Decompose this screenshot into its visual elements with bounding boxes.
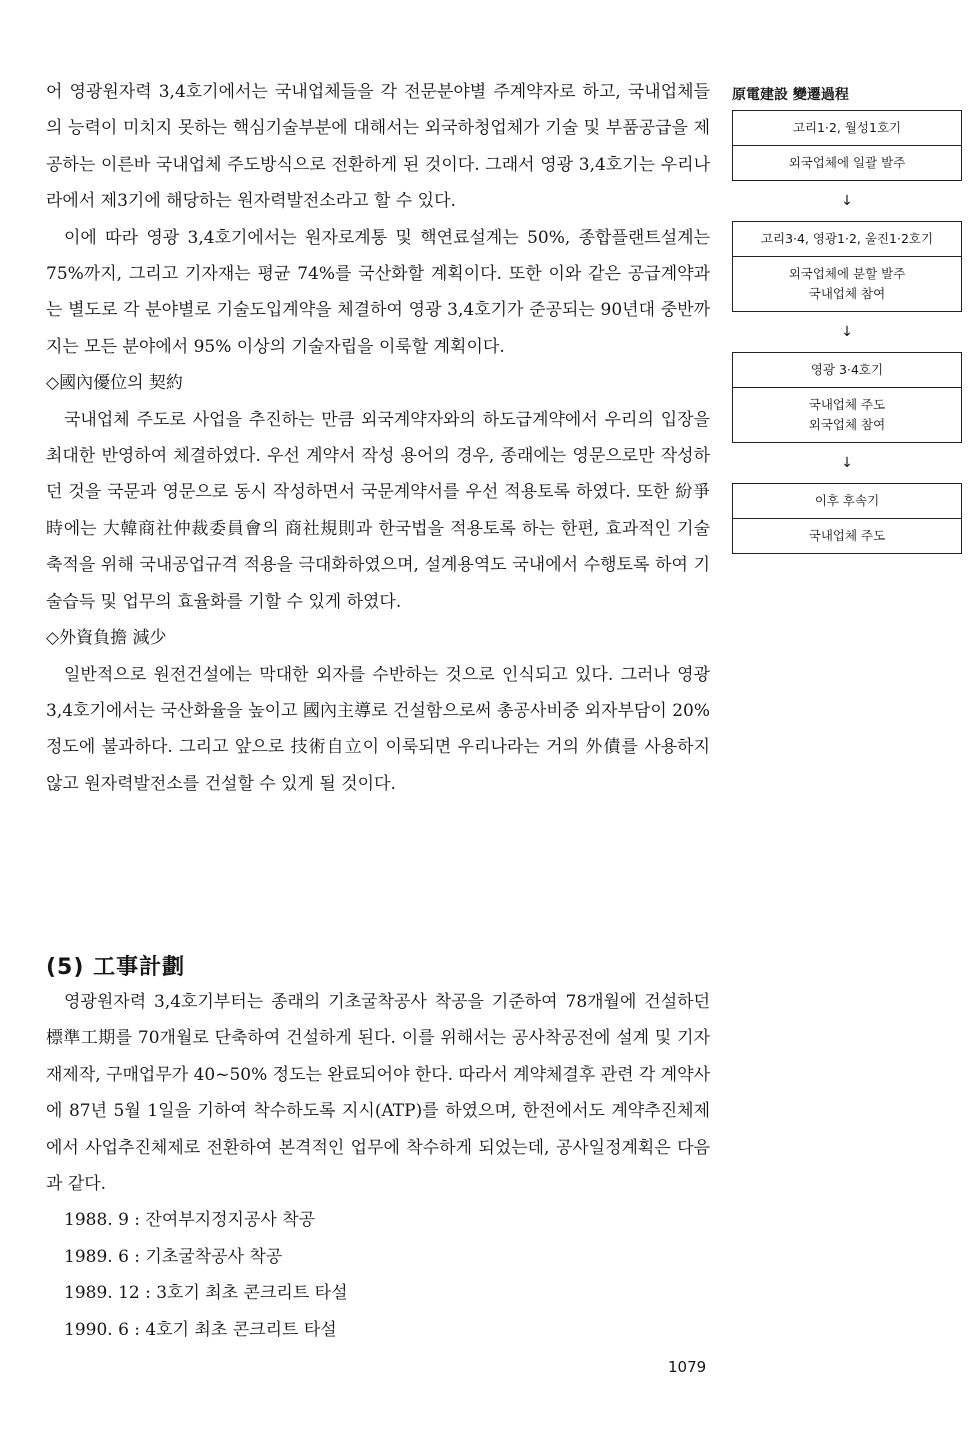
paragraph: 국내업체 주도로 사업을 추진하는 만큼 외국계약자와의 하도급계약에서 우리의 입장을 최대한 반영하여 체결하였다. 우선 계약서 작성 용어의 경우, 종래에는 영문으로만 작성하던 것을 국문과 영문으로 동시 작성하면서 국문계약서를 우선 적용토록 하였다. 또한 紛爭時에는 大韓商社仲裁委員會의 商社規則과 한국법을 적용토록 하는 한편, 효과적인 기술축적을 위해 국내공업규격 적용을 극대화하였으며, 설계용역도 국내에서 수행토록 하여 기술습득 및 업무의 효율화를 기할 수 있게 하였다. [46, 409, 710, 612]
flow-box-header: 고리1·2, 월성1호기 [792, 120, 902, 135]
schedule-item: 1990. 6 : 4호기 최초 콘크리트 타설 [64, 1319, 337, 1340]
flowchart-title: 原電建設 變遷過程 [732, 87, 849, 103]
down-arrow-icon: ↓ [841, 324, 853, 340]
flow-box-line: 외국업체에 일괄 발주 [788, 155, 906, 170]
down-arrow-icon: ↓ [841, 193, 853, 209]
flow-box-body [733, 145, 961, 180]
paragraph: 어 영광원자력 3,4호기에서는 국내업체들을 각 전문분야별 주계약자로 하고, 국내업체들의 능력이 미치지 못하는 핵심기술부분에 대해서는 외국하청업체가 기술 및 부품공급을 제공하는 이른바 국내업체 주도방식으로 전환하게 된 것이다. 그래서 영광 3,4호기는 우리나라에서 제3기에 해당하는 원자력발전소라고 할 수 있다. [46, 82, 710, 212]
flow-box-header: 이후 후속기 [814, 493, 880, 508]
schedule-item: 1988. 9 : 잔여부지정지공사 착공 [64, 1210, 316, 1231]
flow-box [732, 483, 962, 554]
flow-box-line: 국내업체 주도 [808, 397, 886, 412]
flow-box-line: 외국업체 참여 [808, 417, 886, 432]
flow-box-body [733, 387, 961, 442]
schedule-item: 1989. 6 : 기초굴착공사 착공 [64, 1246, 283, 1267]
section-title: (5) 工事計劃 [46, 955, 186, 980]
main-text [46, 74, 710, 802]
flow-box-line: 국내업체 참여 [808, 286, 886, 301]
flow-box-header: 고리3·4, 영광1·2, 울진1·2호기 [760, 231, 934, 246]
section-body [46, 984, 710, 1348]
flow-box-body [733, 256, 961, 311]
transition-flowchart [732, 84, 962, 554]
page-number: 1079 [668, 1358, 707, 1376]
paragraph: 이에 따라 영광 3,4호기에서는 원자로계통 및 핵연료설계는 50%, 종합플랜트설계는 75%까지, 그리고 기자재는 평균 74%를 국산화할 계획이다. 또한 이와 같은 공급계약과는 별도로 각 분야별로 기술도입계약을 체결하여 영광 3,4호기가 준공되는 90년대 중반까지는 모든 분야에서 95% 이상의 기술자립을 이룩할 계획이다. [46, 227, 710, 357]
paragraph: 일반적으로 원전건설에는 막대한 외자를 수반하는 것으로 인식되고 있다. 그러나 영광 3,4호기에서는 국산화율을 높이고 國內主導로 건설함으로써 총공사비중 외자부담이 20%정도에 불과하다. 그리고 앞으로 技術自立이 이룩되면 우리나라는 거의 外債를 사용하지 않고 원자력발전소를 건설할 수 있게 될 것이다. [46, 664, 710, 794]
down-arrow-icon: ↓ [841, 455, 853, 471]
flow-box [732, 352, 962, 443]
schedule-item: 1989. 12 : 3호기 최초 콘크리트 타설 [64, 1283, 348, 1304]
flow-box-line: 외국업체에 분할 발주 [788, 266, 906, 281]
subheading: ◇國內優位의 契約 [46, 373, 183, 394]
flow-box [732, 221, 962, 312]
flow-box [732, 110, 962, 181]
subheading: ◇外資負擔 減少 [46, 628, 167, 649]
flow-box-header: 영광 3·4호기 [810, 362, 884, 377]
flow-box-body [733, 518, 961, 553]
paragraph: 영광원자력 3,4호기부터는 종래의 기초굴착공사 착공을 기준하여 78개월에 건설하던 標準工期를 70개월로 단축하여 건설하게 된다. 이를 위해서는 공사착공전에 설계 및 기자재제작, 구매업무가 40~50% 정도는 완료되어야 한다. 따라서 계약체결후 관련 각 계약사에 87년 5월 1일을 기하여 착수하도록 지시(ATP)를 하였으며, 한전에서도 계약추진체제에서 사업추진체제로 전환하여 본격적인 업무에 착수하게 되었는데, 공사일정계획은 다음과 같다. [46, 992, 711, 1195]
flow-box-line: 국내업체 주도 [808, 528, 886, 543]
